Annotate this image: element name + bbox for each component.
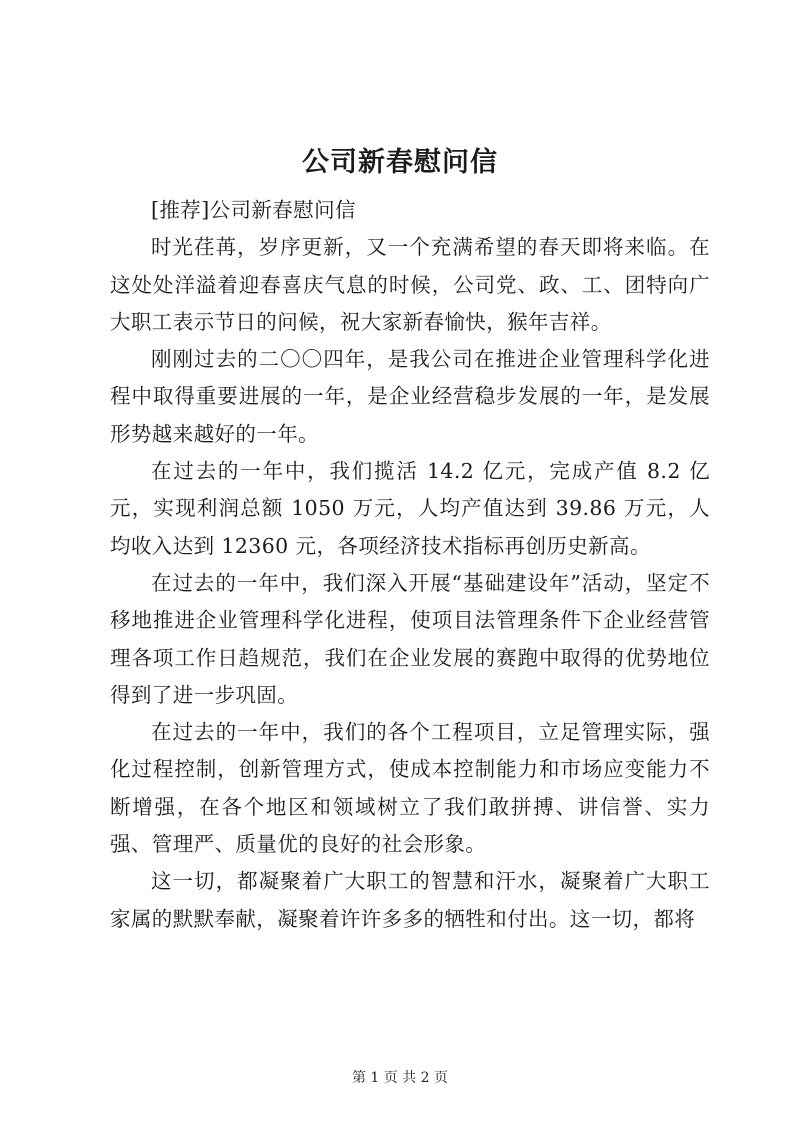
- paragraph-management: 在过去的一年中，我们深入开展“基础建设年”活动，坚定不移地推进企业管理科学化进程，使项目法管理条件下企业经营管理各项工作日趋规范，我们在企业发展的赛跑中取得的优势地位得到了进一步巩固。: [110, 570, 710, 707]
- paragraph-greeting: 时光荏苒，岁序更新，又一个充满希望的春天即将来临。在这处处洋溢着迎春喜庆气息的时候，公司党、政、工、团特向广大职工表示节日的问候，祝大家新春愉快，猴年吉祥。: [110, 235, 710, 334]
- paragraph-achievements: 在过去的一年中，我们揽活 14.2 亿元，完成产值 8.2 亿元，实现利润总额 1050 万元，人均产值达到 39.86 万元，人均收入达到 12360 元，各项经济技术指标再创历史新高。: [110, 459, 710, 558]
- paragraph-recommend: [推荐]公司新春慰问信: [151, 198, 356, 222]
- document-body: [110, 192, 710, 938]
- page-title: 公司新春慰问信: [302, 147, 498, 178]
- paragraph-past-year: 刚刚过去的二〇〇四年，是我公司在推进企业管理科学化进程中取得重要进展的一年，是企业经营稳步发展的一年，是发展形势越来越好的一年。: [110, 347, 710, 446]
- page-footer: 第 1 页 共 2 页: [351, 1070, 449, 1086]
- paragraph-projects: 在过去的一年中，我们的各个工程项目，立足管理实际，强化过程控制，创新管理方式，使成本控制能力和市场应变能力不断增强，在各个地区和领域树立了我们敢拼搏、讲信誉、实力强、管理严、质量优的良好的社会形象。: [110, 720, 710, 857]
- paragraph-dedication: 这一切，都凝聚着广大职工的智慧和汗水，凝聚着广大职工家属的默默奉献，凝聚着许许多多的牺牲和付出。这一切，都将: [110, 869, 710, 931]
